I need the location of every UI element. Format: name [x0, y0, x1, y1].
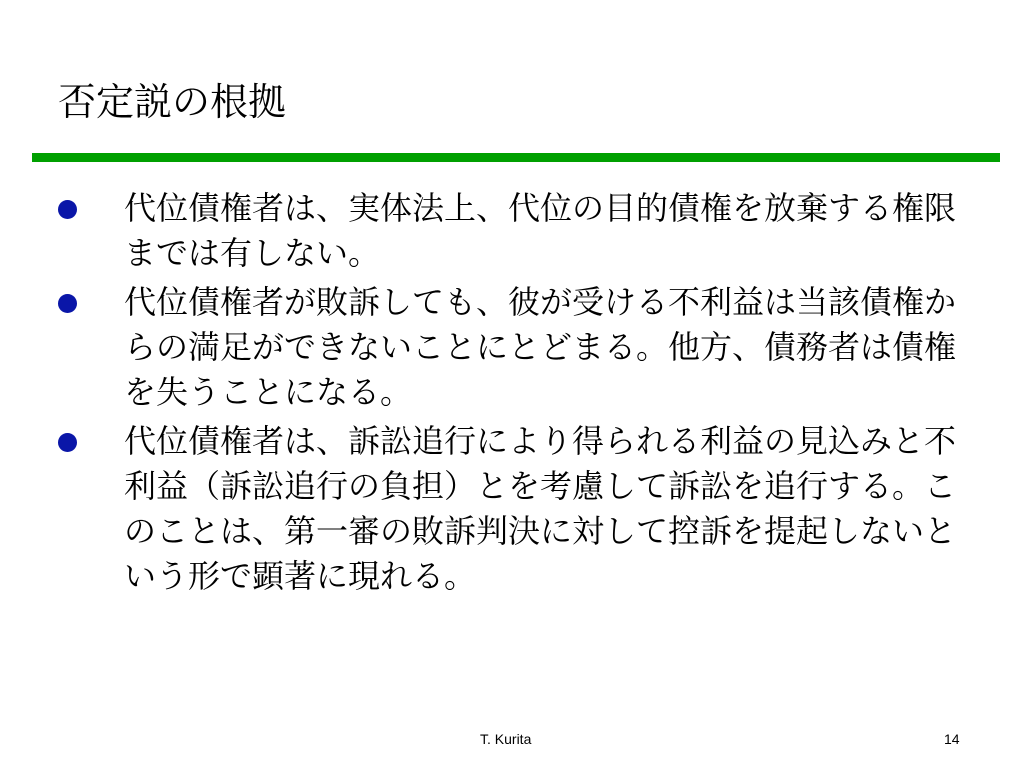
list-item: [0, 419, 974, 599]
bullet-list: [0, 186, 1024, 599]
list-item: [0, 280, 974, 415]
bullet-text: 代位債権者は、実体法上、代位の目的債権を放棄する権限までは有しない。: [124, 189, 957, 272]
title-divider: [32, 153, 1000, 162]
bullet-text: 代位債権者は、訴訟追行により得られる利益の見込みと不利益（訴訟追行の負担）とを考慮して訴訟を追行する。このことは、第一審の敗訴判決に対して控訴を提起しないという形で顕著に現れる。: [124, 422, 957, 595]
bullet-icon: [58, 294, 77, 313]
list-item: [0, 186, 974, 276]
page-number: 14: [944, 731, 960, 747]
footer-author: T. Kurita: [480, 731, 532, 747]
bullet-icon: [58, 200, 77, 219]
slide-title: 否定説の根拠: [58, 80, 287, 124]
bullet-icon: [58, 433, 77, 452]
bullet-text: 代位債権者が敗訴しても、彼が受ける不利益は当該債権からの満足ができないことにとどまる。他方、債務者は債権を失うことになる。: [124, 283, 957, 411]
